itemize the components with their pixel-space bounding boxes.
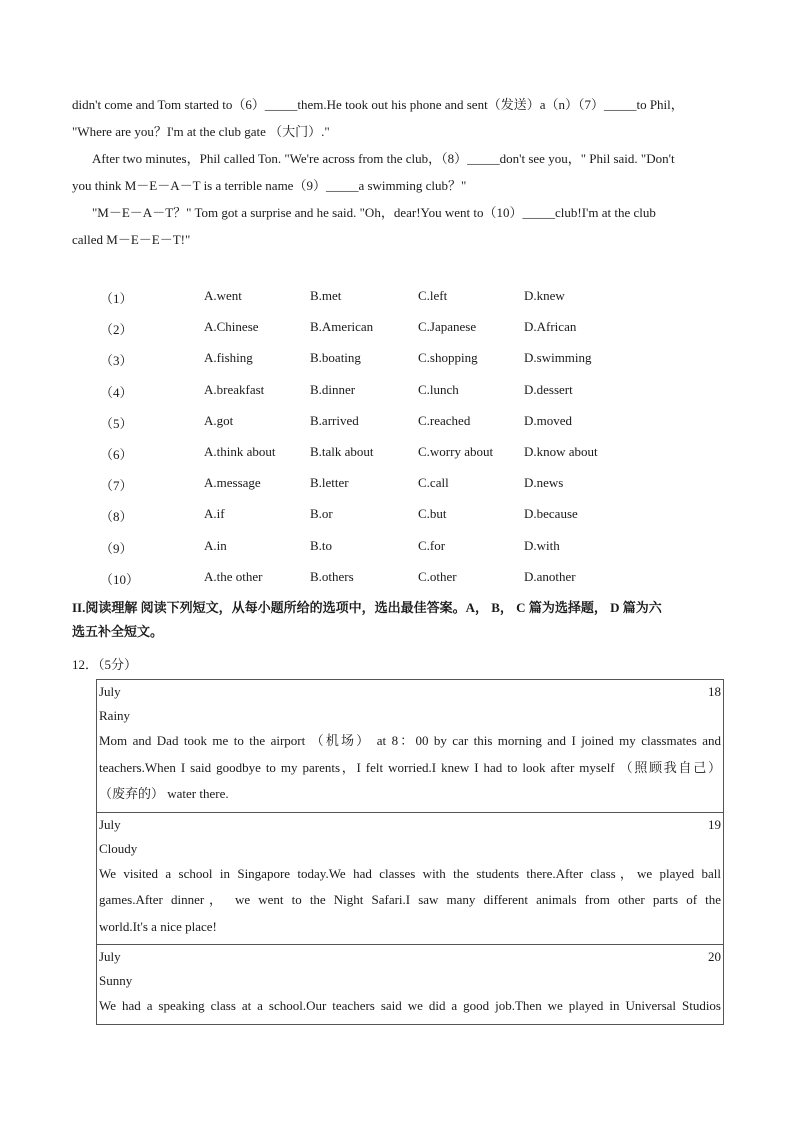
option-d: D.dessert [524, 381, 573, 397]
option-b: B.American [310, 319, 374, 335]
option-number: （1） [100, 291, 133, 306]
option-row [100, 534, 700, 565]
option-b: B.dinner [310, 381, 356, 397]
section-heading [72, 596, 724, 644]
option-row [100, 284, 700, 315]
diary-month: July [99, 949, 121, 964]
option-number: （10） [100, 571, 140, 587]
option-row [100, 565, 700, 596]
diary-day: 18 [708, 684, 721, 699]
option-c: C.worry about [418, 443, 494, 459]
option-b: B.met [310, 288, 342, 303]
diary-table [96, 679, 724, 1025]
option-row [100, 378, 700, 409]
section-heading-line: 选五补全短文。 [72, 624, 164, 639]
option-number: （8） [100, 509, 133, 525]
passage-line: "M－E－A－T？" Tom got a surprise and he said. "Oh，dear!You went to（10）_____club!I'm at the club [92, 205, 656, 220]
option-row [100, 440, 700, 471]
option-d: D.know about [524, 443, 598, 459]
option-a: A.the other [204, 568, 263, 584]
option-b: B.boating [310, 350, 361, 366]
option-d: D.African [524, 319, 577, 335]
passage [72, 91, 722, 253]
diary-month: July [99, 816, 121, 832]
diary-day: 20 [708, 949, 721, 964]
diary-text-line: world.It's a nice place! [99, 918, 217, 934]
diary-weather: Cloudy [99, 840, 138, 856]
option-number: （7） [100, 478, 133, 494]
diary-text-line: teachers.When I said goodbye to my parents，I felt worried.I knew I had to look after myself （照顾我自己） [99, 759, 721, 775]
option-d: D.moved [524, 412, 573, 428]
option-c: C.reached [418, 412, 471, 428]
question-number: 12．（5分） [72, 657, 138, 672]
option-number: （6） [100, 446, 133, 462]
passage-line: you think M－E－A－T is a terrible name（9）_____a swimming club？" [72, 178, 467, 193]
option-b: B.letter [310, 475, 349, 491]
option-row [100, 409, 700, 440]
option-d: D.knew [524, 288, 565, 303]
option-number: （9） [100, 540, 133, 556]
option-c: C.lunch [418, 381, 459, 397]
option-a: A.message [204, 475, 261, 491]
option-number: （2） [100, 322, 133, 338]
passage-line: called M－E－E－T!" [72, 232, 191, 247]
option-number: （4） [100, 384, 133, 400]
option-c: C.for [418, 537, 446, 553]
option-b: B.others [310, 568, 354, 584]
option-a: A.Chinese [204, 319, 259, 335]
option-b: B.arrived [310, 412, 359, 428]
option-a: A.in [204, 537, 227, 553]
option-b: B.or [310, 506, 333, 522]
diary-text-line: We visited a school in Singapore today.We had classes with the students there.After class，we played ball [99, 865, 721, 881]
option-c: C.shopping [418, 350, 478, 366]
option-c: C.call [418, 475, 449, 491]
diary-entry [97, 945, 723, 1024]
diary-entry [97, 680, 723, 813]
option-a: A.think about [204, 443, 276, 459]
option-d: D.because [524, 506, 578, 522]
option-a: A.breakfast [204, 381, 265, 397]
diary-text-line: We had a speaking class at a school.Our teachers said we did a good job.Then we played in Universal Studios [99, 998, 721, 1013]
diary-text-line: （废弃的） water there. [99, 786, 229, 801]
passage-line: didn't come and Tom started to（6）_____them.He took out his phone and sent（发送）a（n）（7）_____to Phil， [72, 97, 684, 112]
option-row [100, 315, 700, 346]
option-d: D.another [524, 568, 576, 584]
options-table [100, 284, 700, 596]
option-number: （3） [100, 353, 133, 369]
option-d: D.swimming [524, 350, 592, 366]
option-c: C.but [418, 506, 447, 522]
option-d: D.with [524, 537, 560, 553]
passage-line: "Where are you？I'm at the club gate （大门）." [72, 124, 330, 139]
diary-month: July [99, 684, 121, 699]
diary-text-line: Mom and Dad took me to the airport （机场） at 8：00 by car this morning and I joined my classmates and [99, 733, 721, 748]
option-b: B.talk about [310, 443, 374, 459]
option-d: D.news [524, 475, 564, 491]
option-number: （5） [100, 415, 133, 431]
option-row [100, 471, 700, 502]
option-c: C.Japanese [418, 319, 477, 335]
option-b: B.to [310, 537, 333, 553]
diary-entry [97, 813, 723, 946]
option-a: A.if [204, 506, 225, 522]
section-heading-line: II.阅读理解 阅读下列短文，从每小题所给的选项中，选出最佳答案。A， B， C 篇为选择题， D 篇为六 [72, 600, 662, 615]
option-c: C.other [418, 568, 457, 584]
option-c: C.left [418, 288, 448, 303]
option-row [100, 346, 700, 377]
diary-weather: Rainy [99, 708, 131, 723]
diary-weather: Sunny [99, 973, 133, 988]
option-a: A.fishing [204, 350, 253, 366]
option-row [100, 502, 700, 533]
option-a: A.went [204, 288, 242, 303]
diary-text-line: games.After dinner， we went to the Night Safari.I saw many different animals from other parts of the [99, 892, 721, 907]
diary-day: 19 [708, 816, 721, 832]
passage-line: After two minutes，Phil called Ton. "We're across from the club，（8）_____don't see you，" Phil said. "Don't [92, 151, 675, 166]
option-a: A.got [204, 412, 234, 428]
